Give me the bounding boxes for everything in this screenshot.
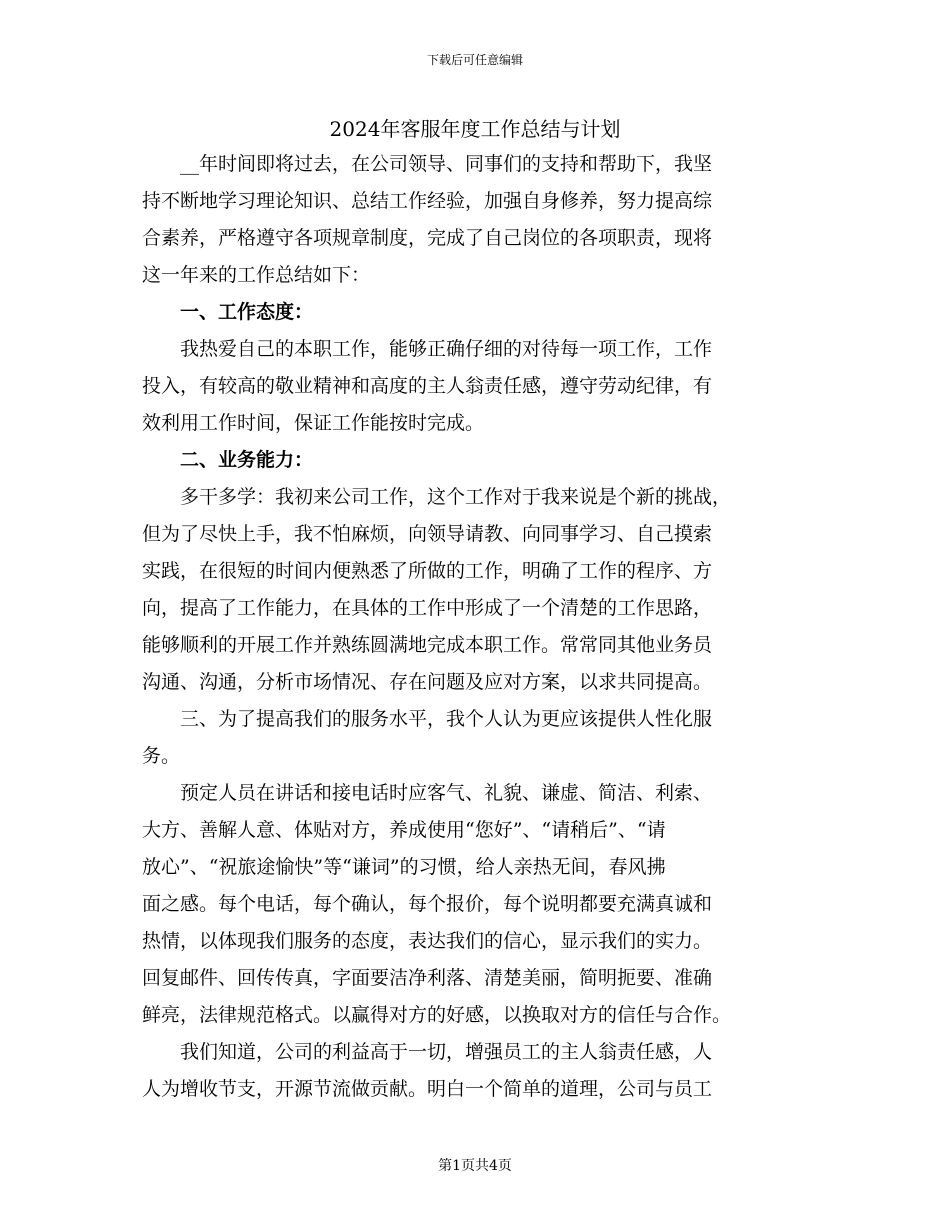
paragraph-line: 务。: [142, 745, 181, 767]
body-paragraph: [142, 701, 808, 775]
body-paragraph: [142, 1034, 808, 1108]
section-heading: 一、工作态度：: [180, 301, 314, 323]
paragraph-line: 能够顺利的开展工作并熟练圆满地完成本职工作。常常同其他业务员: [142, 634, 713, 656]
body-paragraph: [142, 331, 808, 442]
paragraph-line: 合素养，严格遵守各项规章制度，完成了自己岗位的各项职责，现将: [142, 227, 713, 249]
body-paragraph: [142, 775, 808, 1034]
paragraph-line: 实践，在很短的时间内便熟悉了所做的工作，明确了工作的程序、方: [142, 560, 713, 582]
body-paragraph: [142, 479, 808, 701]
document-title: 2024年客服年度工作总结与计划: [329, 117, 621, 141]
paragraph-line: 我们知道，公司的利益高于一切，增强员工的主人翁责任感，人: [180, 1041, 713, 1063]
paragraph-line: 面之感。每个电话，每个确认，每个报价，每个说明都要充满真诚和: [142, 893, 713, 915]
paragraph-line: 多干多学：我初来公司工作，这个工作对于我来说是个新的挑战，: [180, 486, 732, 508]
paragraph-line: 鲜亮，法律规范格式。以赢得对方的好感，以换取对方的信任与合作。: [142, 1004, 732, 1026]
paragraph-line: 预定人员在讲话和接电话时应客气、礼貌、谦虚、简洁、利索、: [180, 782, 713, 804]
paragraph-line: 向，提高了工作能力，在具体的工作中形成了一个清楚的工作思路，: [142, 597, 713, 619]
paragraph-line: 放心”、“祝旅途愉快”等“谦词”的习惯，给人亲热无间，春风拂: [142, 856, 666, 878]
paragraph-line: 大方、善解人意、体贴对方，养成使用“您好”、“请稍后”、“请: [142, 819, 666, 841]
document-body: [142, 146, 808, 1108]
paragraph-line: 热情，以体现我们服务的态度，表达我们的信心，显示我们的实力。: [142, 930, 713, 952]
paragraph-line: 我热爱自己的本职工作，能够正确仔细的对待每一项工作，工作: [180, 338, 713, 360]
paragraph-line: 持不断地学习理论知识、总结工作经验，加强自身修养，努力提高综: [142, 190, 713, 212]
paragraph-line: 但为了尽快上手，我不怕麻烦，向领导请教、向同事学习、自己摸索: [142, 523, 713, 545]
body-paragraph: [142, 146, 808, 294]
paragraph-line: 三、为了提高我们的服务水平，我个人认为更应该提供人性化服: [180, 708, 713, 730]
paragraph-line: 投入，有较高的敬业精神和高度的主人翁责任感，遵守劳动纪律，有: [142, 375, 713, 397]
paragraph-line: 人为增收节支，开源节流做贡献。明白一个简单的道理，公司与员工: [142, 1078, 713, 1100]
paragraph-line: 沟通、沟通，分析市场情况、存在问题及应对方案，以求共同提高。: [142, 671, 713, 693]
page-footer-number: 第1页共4页: [438, 1158, 512, 1174]
paragraph-line: 回复邮件、回传传真，字面要洁净利落、清楚美丽，简明扼要、准确: [142, 967, 713, 989]
section-heading: 二、业务能力：: [180, 449, 314, 471]
paragraph-line: __年时间即将过去，在公司领导、同事们的支持和帮助下，我坚: [180, 153, 713, 175]
paragraph-line: 效利用工作时间，保证工作能按时完成。: [142, 412, 485, 434]
paragraph-line: 这一年来的工作总结如下：: [142, 264, 371, 286]
page-header-note: 下载后可任意编辑: [426, 53, 523, 67]
